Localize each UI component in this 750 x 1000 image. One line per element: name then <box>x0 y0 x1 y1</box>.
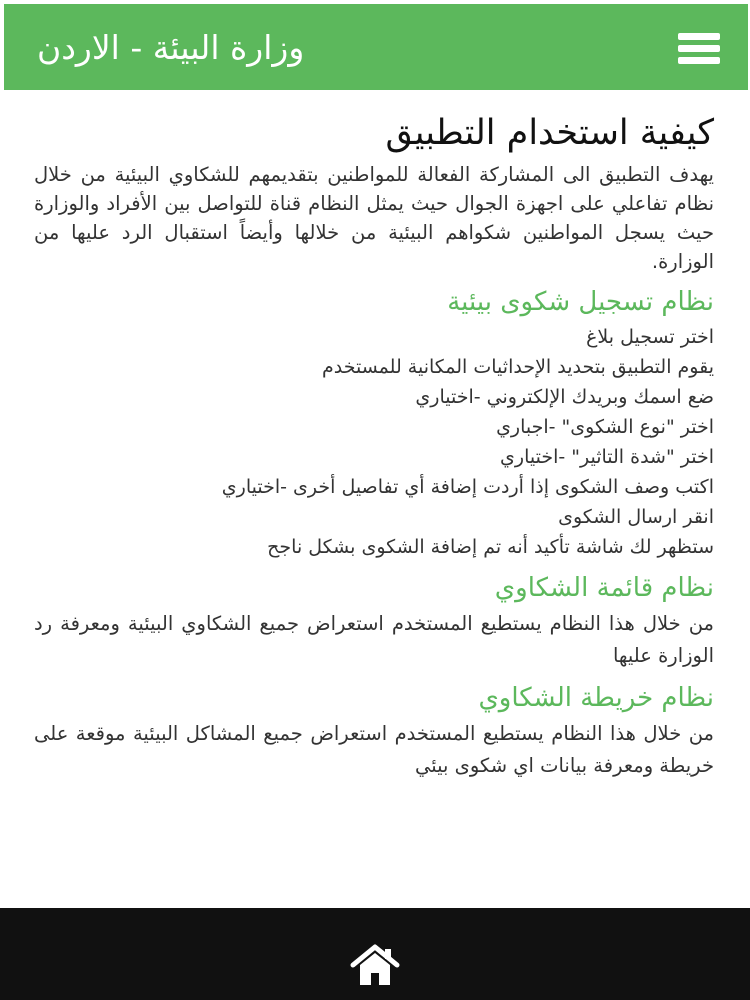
complaints-list-description: من خلال هذا النظام يستطيع المستخدم استعراض جميع الشكاوي البيئية ومعرفة رد الوزارة عليها <box>34 612 714 667</box>
list-item: ستظهر لك شاشة تأكيد أنه تم إضافة الشكوى بشكل ناجح <box>267 536 714 558</box>
app-title: وزارة البيئة - الاردن <box>37 28 305 67</box>
app-header <box>4 4 748 90</box>
hamburger-menu-icon[interactable] <box>678 30 722 66</box>
section-title-complaints-list: نظام قائمة الشكاوي <box>494 573 714 603</box>
menu-bar <box>678 57 720 64</box>
bottom-bar <box>0 908 750 1000</box>
section-title-complaints-map: نظام خريطة الشكاوي <box>478 683 714 713</box>
list-item: انقر ارسال الشكوى <box>558 506 714 528</box>
list-item: اختر تسجيل بلاغ <box>586 326 714 348</box>
home-icon-graphic <box>349 943 401 987</box>
list-item: اختر "شدة التاثير" -اختياري <box>500 446 714 468</box>
list-item: يقوم التطبيق بتحديد الإحداثيات المكانية للمستخدم <box>322 356 714 378</box>
home-icon[interactable] <box>349 943 401 987</box>
page-title: كيفية استخدام التطبيق <box>385 113 714 153</box>
intro-paragraph: يهدف التطبيق الى المشاركة الفعالة للمواطنين بتقديمهم للشكاوي البيئية من خلال نظام تفاعلي على اجهزة الجوال حيث يمثل النظام قناة للتواصل بين الأفراد والوزارة حيث يسجل المواطنين شكواهم البيئية من خلالها وأيضاً استقبال الرد عليها من الوزارة. <box>34 163 714 273</box>
complaints-map-description: من خلال هذا النظام يستطيع المستخدم استعراض جميع المشاكل البيئية موقعة على خريطة ومعرفة بيانات اي شكوى بيئي <box>34 722 714 777</box>
help-content <box>34 108 714 782</box>
register-steps-list <box>34 322 714 562</box>
section-title-register-complaint: نظام تسجيل شكوى بيئية <box>447 287 714 317</box>
menu-bar <box>678 33 720 40</box>
list-item: اختر "نوع الشكوى" -اجباري <box>496 416 714 438</box>
list-item: اكتب وصف الشكوى إذا أردت إضافة أي تفاصيل أخرى -اختياري <box>221 476 714 498</box>
list-item: ضع اسمك وبريدك الإلكتروني -اختياري <box>415 386 714 408</box>
menu-bar <box>678 45 720 52</box>
